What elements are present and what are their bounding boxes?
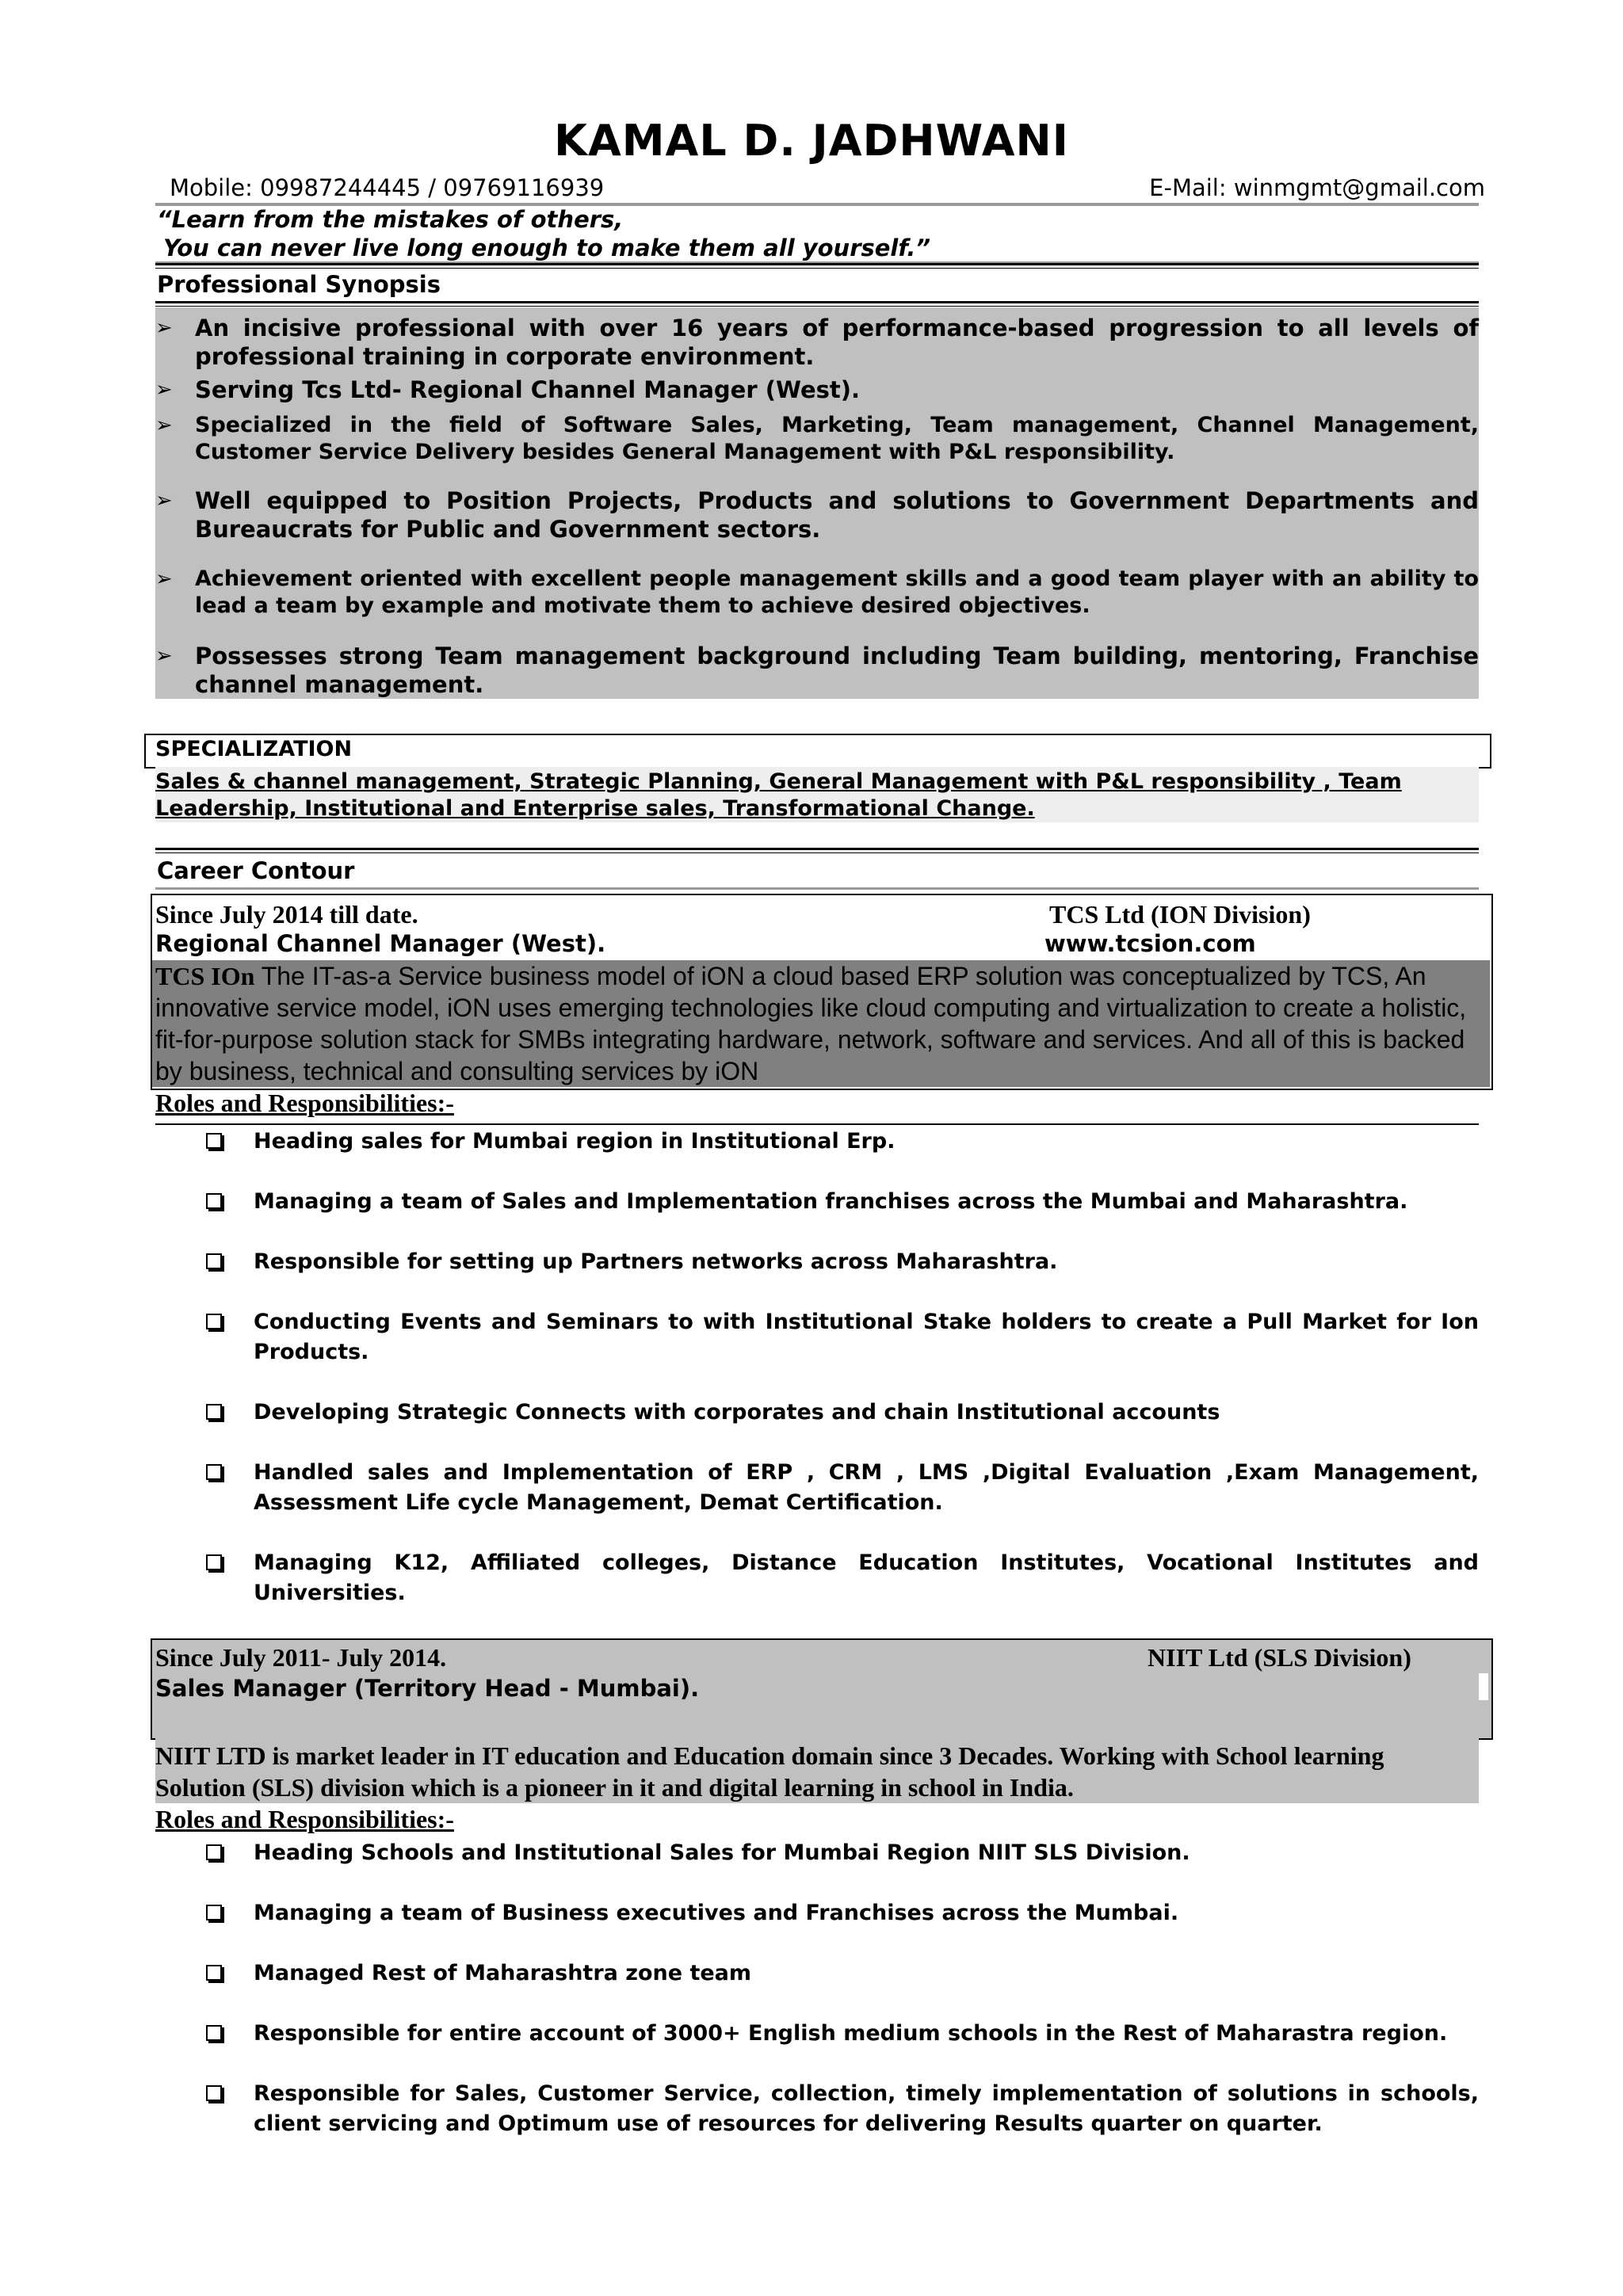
- checkbox-bullet-icon: [206, 1905, 222, 1920]
- job-tcs-roles-heading: Roles and Responsibilities:-: [155, 1089, 454, 1117]
- checkbox-bullet-icon: [206, 1314, 222, 1329]
- job-tcs-roles-rule: [155, 1123, 1479, 1125]
- job-niit-company: NIIT Ltd (SLS Division): [1148, 1643, 1411, 1672]
- arrow-bullet-icon: ➢: [155, 378, 173, 402]
- resume-page: KAMAL D. JADHWANI Mobile: 09987244445 / 09769116939 E-Mail: winmgmt@gmail.com “Learn from the mistakes of others, You can never live long enough to make them all yourself.” Professional Synopsis ➢ An incisive professional with over 16 years of performance-based progression to all levels of professional training in corporate environment. ➢ Serving Tcs Ltd- Regional Channel Manager (West). ➢ Specialized in the field of Software Sales, Marketing, Team management, Channel Management, Customer Service Delivery besides General Management with P&L responsibility. ➢ Well equipped to Position Projects, Products and solutions to Government Departments and Bureaucrats for Public and Government sectors. ➢ Achievement oriented with excellent people management skills and a good team player with an ability to lead a team by example and motivate them to achieve desired objectives. ➢ Possesses strong Team management background including Team building, mentoring, Franchise channel management. SPECIALIZATION Sales & channel management, Strategic Planning, General Management with P&L responsibility , Team Leadership, Institutional and Enterprise sales, Transformational Change. Career Contour Since July 2014 till date. TCS Ltd (ION Division) Regional Channel Manager (West). www.tcsion.com TCS IOn The IT-as-a Service business model of iON a cloud based ERP solution was conceptualized by TCS, An innovative service model, iON uses emerging technologies like cloud computing and virtualization to create a holistic, fit-for-purpose solution stack for SMBs integrating hardware, network, software and services. And all of this is backed by business, technical and consulting services by iON Roles and Responsibilities:- Heading sales for Mumbai region in Institutional Erp. Managing a team of Sales and Implementation franchises across the Mumbai and Maharashtra. Responsible for setting up Partners networks across Maharashtra. Conducting Events and Seminars to with Institutional Stake holders to create a Pull Market for Ion Products. Developing Strategic Connects with corporates and chain Institutional accounts Handled sales and Implementation of ERP , CRM , LMS ,Digital Evaluation ,Exam Management, Assessment Life cycle Management, Demat Certification. Managing K12, Affiliated colleges, Distance Education Institutes, Vocational Institutes and Universities. Since July 2011- July 2014. NIIT Ltd (SLS Division) Sales Manager (Territory Head - Mumbai). NIIT LTD is market leader in IT education and Education domain since 3 Decades. Working with School learning Solution (SLS) division which is a pioneer in it and digital learning in school in India. Roles and Responsibilities:- Heading Schools and Institutional Sales for Mumbai Region NIIT SLS Division. Managing a team of Business executives and Franchises across the Mumbai. Managed Rest of Maharashtra zone team Responsible for entire account of 3000+ English medium schools in the Rest of Maharastra region. Responsible for Sales, Customer Service, collection, timely implementation of solutions in schools, client servicing and Optimum use of resources for delivering Results quarter on quarter.: [0, 0, 1623, 2296]
- job-niit-roles-heading: Roles and Responsibilities:-: [155, 1805, 454, 1833]
- job-tcs-title: Regional Channel Manager (West).: [155, 930, 606, 957]
- job-tcs-company: TCS Ltd (ION Division): [1049, 900, 1311, 929]
- job-tcs-website: www.tcsion.com: [1044, 930, 1256, 957]
- checkbox-bullet-icon: [206, 1404, 222, 1420]
- job-niit-description: NIIT LTD is market leader in IT education and Education domain since 3 Decades. Working with School learning Solution (SLS) division which is a pioneer in it and digital learning in school in India.: [155, 1741, 1384, 1802]
- career-bottom-rule: [155, 887, 1479, 890]
- career-top-rule: [155, 848, 1479, 853]
- quote-line-2: You can never live long enough to make them all yourself.”: [163, 235, 931, 261]
- checkbox-bullet-icon: [206, 1464, 222, 1480]
- job-tcs-description-lead: TCS IOn: [155, 962, 255, 990]
- job-niit-title: Sales Manager (Territory Head - Mumbai).: [155, 1675, 700, 1702]
- specialization-heading: SPECIALIZATION: [155, 737, 353, 761]
- checkbox-bullet-icon: [206, 1193, 222, 1209]
- career-heading: Career Contour: [157, 857, 355, 884]
- job-tcs-period: Since July 2014 till date.: [155, 900, 418, 929]
- synopsis-bottom-rule: [155, 301, 1479, 307]
- job-niit-box-gap: [1479, 1673, 1488, 1700]
- specialization-text: Sales & channel management, Strategic Planning, General Management with P&L responsibility , Team Leadership, Institutional and Enterprise sales, Transformational Change.: [155, 769, 1402, 821]
- arrow-bullet-icon: ➢: [155, 414, 173, 437]
- checkbox-bullet-icon: [206, 1965, 222, 1981]
- mobile-numbers: Mobile: 09987244445 / 09769116939: [170, 174, 605, 201]
- job-niit-period: Since July 2011- July 2014.: [155, 1643, 447, 1672]
- checkbox-bullet-icon: [206, 1253, 222, 1269]
- candidate-name: KAMAL D. JADHWANI: [554, 116, 1069, 166]
- checkbox-bullet-icon: [206, 1554, 222, 1570]
- synopsis-top-rule: [155, 263, 1479, 269]
- job-tcs-description: TCS IOn The IT-as-a Service business model of iON a cloud based ERP solution was conceptualized by TCS, An innovative service model, iON uses emerging technologies like cloud computing and virtualization to create a holistic, fit-for-purpose solution stack for SMBs integrating hardware, network, software and services. And all of this is backed by business, technical and consulting services by iON: [155, 962, 1467, 1085]
- checkbox-bullet-icon: [206, 2025, 222, 2041]
- arrow-bullet-icon: ➢: [155, 644, 173, 668]
- arrow-bullet-icon: ➢: [155, 316, 173, 340]
- checkbox-bullet-icon: [206, 1133, 222, 1149]
- arrow-bullet-icon: ➢: [155, 567, 173, 591]
- checkbox-bullet-icon: [206, 1844, 222, 1860]
- quote-line-1: “Learn from the mistakes of others,: [157, 206, 624, 233]
- synopsis-heading: Professional Synopsis: [157, 271, 441, 298]
- checkbox-bullet-icon: [206, 2085, 222, 2101]
- email-address: E-Mail: winmgmt@gmail.com: [1149, 174, 1485, 201]
- arrow-bullet-icon: ➢: [155, 489, 173, 513]
